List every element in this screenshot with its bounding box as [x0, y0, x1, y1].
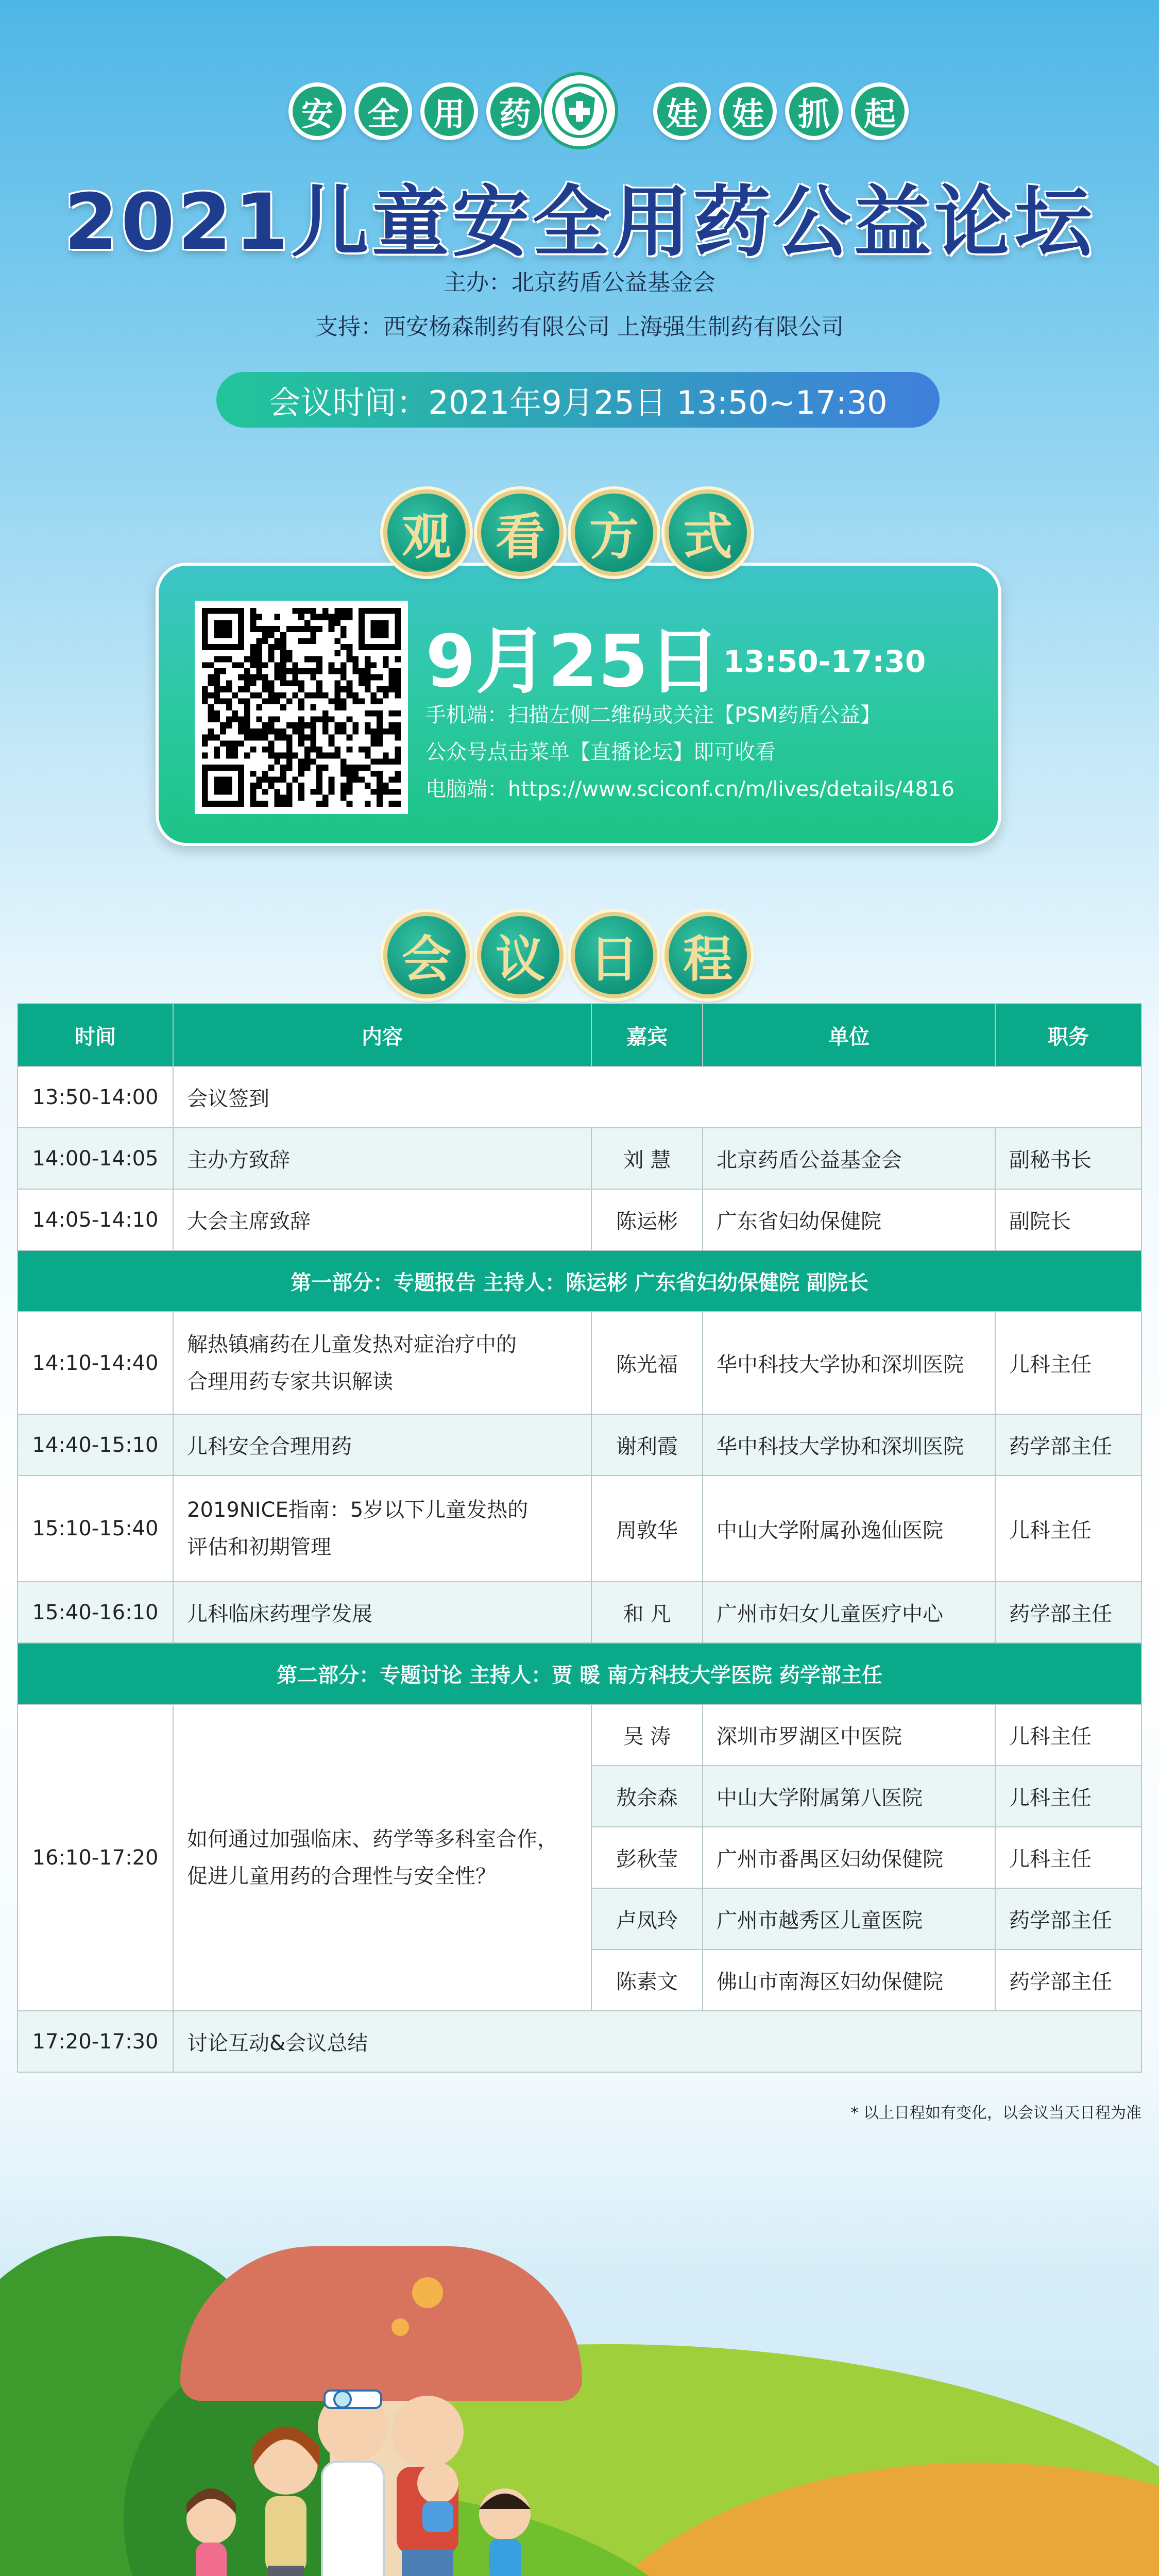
table-row — [18, 1476, 1141, 1582]
table-row — [18, 1582, 1141, 1643]
section-row — [18, 1643, 1141, 1704]
content-cell: 儿科安全合理用药 — [173, 1414, 591, 1476]
slogan-char: 全 — [354, 82, 412, 140]
unit-cell: 中山大学附属孙逸仙医院 — [703, 1476, 995, 1582]
table-row — [18, 1312, 1141, 1414]
slogan-left — [288, 82, 544, 140]
title-cell: 药学部主任 — [995, 1414, 1141, 1476]
title-cell: 药学部主任 — [995, 1950, 1141, 2011]
heading-char: 方 — [571, 489, 657, 576]
content-line: 解热镇痛药在儿童发热对症治疗中的 — [187, 1332, 517, 1357]
guest-cell: 卢凤玲 — [591, 1888, 703, 1950]
mushroom-spot — [412, 2277, 443, 2308]
content-cell — [173, 1476, 591, 1582]
unit-cell: 北京药盾公益基金会 — [703, 1128, 995, 1189]
slogan-char: 安 — [288, 82, 346, 140]
guest-cell: 和 凡 — [591, 1582, 703, 1643]
table-header — [18, 1004, 1141, 1066]
time-cell: 15:40-16:10 — [18, 1582, 173, 1643]
title-cell: 副院长 — [995, 1189, 1141, 1250]
guest-cell: 敖余森 — [591, 1766, 703, 1827]
column-header: 职务 — [995, 1004, 1141, 1066]
content-cell: 会议签到 — [173, 1066, 1141, 1128]
time-cell: 15:10-15:40 — [18, 1476, 173, 1582]
unit-cell: 广州市番禺区妇幼保健院 — [703, 1827, 995, 1888]
guest-cell: 谢利霞 — [591, 1414, 703, 1476]
time-cell: 14:10-14:40 — [18, 1312, 173, 1414]
unit-cell: 中山大学附属第八医院 — [703, 1766, 995, 1827]
guest-cell: 陈运彬 — [591, 1189, 703, 1250]
table-row — [18, 1414, 1141, 1476]
heading-char: 观 — [383, 489, 470, 576]
time-cell: 14:05-14:10 — [18, 1189, 173, 1250]
unit-cell: 华中科技大学协和深圳医院 — [703, 1312, 995, 1414]
slogan-char: 娃 — [719, 82, 777, 140]
time-cell: 14:00-14:05 — [18, 1128, 173, 1189]
heading-char: 议 — [477, 912, 564, 998]
section-title: 第一部分：专题报告 主持人：陈运彬 广东省妇幼保健院 副院长 — [18, 1250, 1141, 1312]
column-header: 嘉宾 — [591, 1004, 703, 1066]
title-cell: 药学部主任 — [995, 1582, 1141, 1643]
time-cell: 17:20-17:30 — [18, 2011, 173, 2072]
heading-char: 日 — [571, 912, 657, 998]
guest-cell: 陈光福 — [591, 1312, 703, 1414]
guest-cell: 刘 慧 — [591, 1128, 703, 1189]
table-row — [18, 1189, 1141, 1250]
content-cell: 大会主席致辞 — [173, 1189, 591, 1250]
guest-cell: 陈素文 — [591, 1950, 703, 2011]
table-row — [18, 2011, 1141, 2072]
column-header: 时间 — [18, 1004, 173, 1066]
family-illustration-icon — [175, 2349, 577, 2576]
heading-char: 看 — [477, 489, 564, 576]
slogan-char: 抓 — [785, 82, 843, 140]
agenda-heading — [383, 912, 751, 998]
section-title: 第二部分：专题讨论 主持人：贾 暖 南方科技大学医院 药学部主任 — [18, 1643, 1141, 1704]
guest-cell: 吴 涛 — [591, 1704, 703, 1766]
watch-time: 13:50-17:30 — [723, 644, 926, 679]
supporter-line: 支持：西安杨森制药有限公司 上海强生制药有限公司 — [315, 314, 844, 340]
slogan-char: 用 — [420, 82, 478, 140]
qr-code[interactable] — [195, 601, 408, 814]
shield-cross-icon — [551, 82, 608, 139]
foundation-logo — [541, 72, 618, 149]
unit-cell: 广州市妇女儿童医疗中心 — [703, 1582, 995, 1643]
unit-cell: 广州市越秀区儿童医院 — [703, 1888, 995, 1950]
section-row — [18, 1250, 1141, 1312]
watch-heading — [383, 489, 751, 576]
content-line: 如何通过加强临床、药学等多科室合作， — [187, 1827, 558, 1851]
content-cell: 主办方致辞 — [173, 1128, 591, 1189]
qr-code-icon — [202, 608, 401, 807]
time-cell: 14:40-15:10 — [18, 1414, 173, 1476]
meeting-time-pill: 会议时间：2021年9月25日 13:50~17:30 — [216, 372, 940, 428]
unit-cell: 华中科技大学协和深圳医院 — [703, 1414, 995, 1476]
title-cell: 副秘书长 — [995, 1128, 1141, 1189]
table-row — [18, 1704, 1141, 1766]
time-cell: 16:10-17:20 — [18, 1704, 173, 2011]
page-title: 2021儿童安全用药公益论坛 — [64, 178, 1095, 267]
table-row — [18, 1066, 1141, 1128]
agenda-table — [17, 1003, 1142, 2073]
title-cell: 药学部主任 — [995, 1888, 1141, 1950]
guest-cell: 彭秋莹 — [591, 1827, 703, 1888]
wechat-instructions: 公众号点击菜单【直播论坛】即可收看 — [425, 740, 776, 764]
unit-cell: 佛山市南海区妇幼保健院 — [703, 1950, 995, 2011]
content-cell — [173, 1704, 591, 2011]
slogan-char: 药 — [486, 82, 544, 140]
slogan-right — [653, 82, 909, 140]
column-header: 单位 — [703, 1004, 995, 1066]
title-cell: 儿科主任 — [995, 1827, 1141, 1888]
title-cell: 儿科主任 — [995, 1766, 1141, 1827]
content-cell: 讨论互动&会议总结 — [173, 2011, 1141, 2072]
organizer-line: 主办：北京药盾公益基金会 — [444, 269, 715, 296]
content-line: 2019NICE指南：5岁以下儿童发热的 — [187, 1498, 529, 1522]
heading-char: 会 — [383, 912, 470, 998]
table-row — [18, 1128, 1141, 1189]
heading-char: 式 — [664, 489, 751, 576]
title-cell: 儿科主任 — [995, 1476, 1141, 1582]
guest-cell: 周敦华 — [591, 1476, 703, 1582]
time-cell: 13:50-14:00 — [18, 1066, 173, 1128]
unit-cell: 广东省妇幼保健院 — [703, 1189, 995, 1250]
heading-char: 程 — [664, 912, 751, 998]
mushroom-spot — [391, 2318, 409, 2336]
title-cell: 儿科主任 — [995, 1704, 1141, 1766]
landscape-illustration — [0, 2164, 1159, 2576]
unit-cell: 深圳市罗湖区中医院 — [703, 1704, 995, 1766]
content-cell: 儿科临床药理学发展 — [173, 1582, 591, 1643]
slogan-char: 起 — [851, 82, 909, 140]
content-cell — [173, 1312, 591, 1414]
watch-date: 9月25日 — [425, 620, 721, 704]
title-cell: 儿科主任 — [995, 1312, 1141, 1414]
content-line: 合理用药专家共识解读 — [187, 1369, 393, 1394]
content-line: 评估和初期管理 — [187, 1535, 331, 1559]
mobile-instructions: 手机端：扫描左侧二维码或关注【PSM药盾公益】 — [425, 703, 881, 727]
pc-link[interactable]: 电脑端：https://www.sciconf.cn/m/lives/details/4816 — [425, 777, 955, 801]
content-line: 促进儿童用药的合理性与安全性？ — [187, 1864, 496, 1888]
slogan-char: 娃 — [653, 82, 711, 140]
schedule-note: * 以上日程如有变化，以会议当天日程为准 — [850, 2104, 1141, 2122]
column-header: 内容 — [173, 1004, 591, 1066]
